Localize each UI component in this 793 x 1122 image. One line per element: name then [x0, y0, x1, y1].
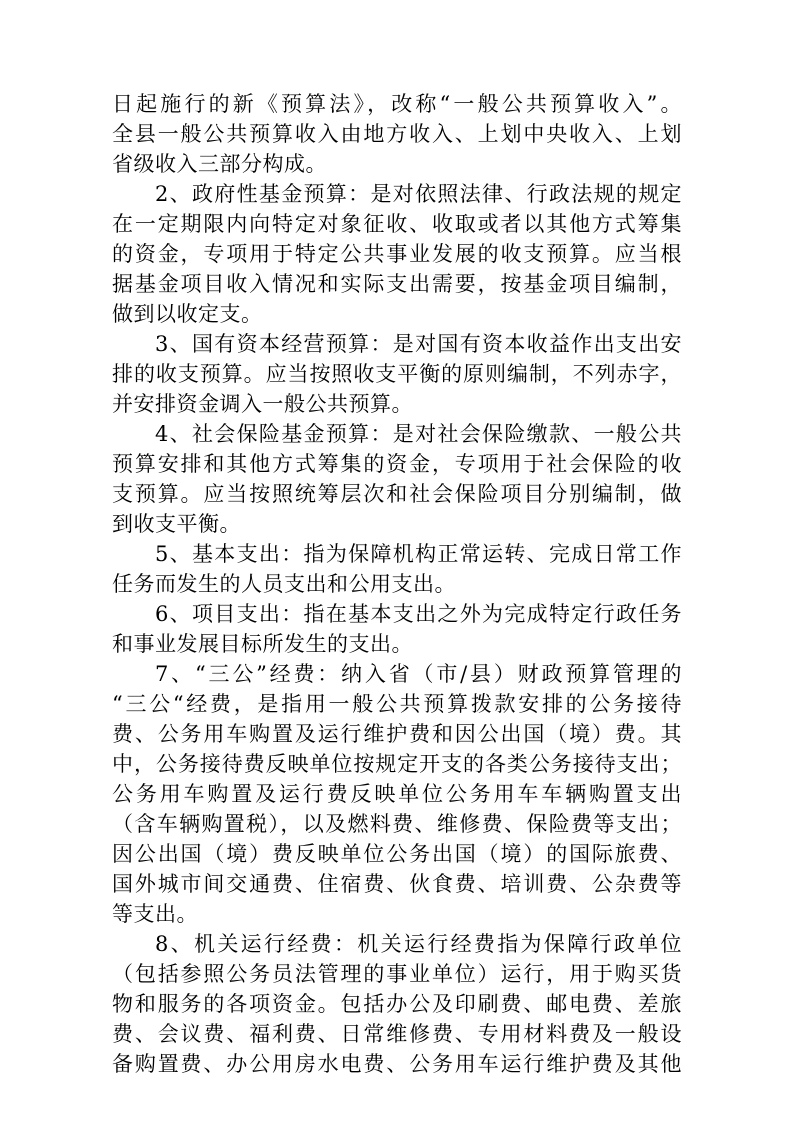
paragraph-7-line-3: 费、公务用车购置及运行维护费和因公出国（境）费。其	[112, 722, 682, 746]
paragraph-7-line-1: 7、“三公”经费：纳入省（市/县）财政预算管理的	[155, 662, 682, 686]
paragraph-3-line-1: 3、国有资本经营预算：是对国有资本收益作出支出安	[155, 332, 682, 356]
paragraph-1-line-1: 日起施行的新《预算法》，改称“一般公共预算收入”。	[112, 92, 682, 116]
paragraph-8-line-3: 物和服务的各项资金。包括办公及印刷费、邮电费、差旅	[112, 992, 682, 1016]
paragraph-7-line-5: 公务用车购置及运行费反映单位公务用车车辆购置支出	[112, 782, 682, 806]
paragraph-2-line-3: 的资金，专项用于特定公共事业发展的收支预算。应当根	[112, 242, 682, 266]
paragraph-1-line-2: 全县一般公共预算收入由地方收入、上划中央收入、上划	[112, 122, 682, 146]
paragraph-4-line-1: 4、社会保险基金预算：是对社会保险缴款、一般公共	[155, 422, 682, 446]
paragraph-8-line-4: 费、会议费、福利费、日常维修费、专用材料费及一般设	[112, 1022, 682, 1046]
paragraph-7-line-6: （含车辆购置税），以及燃料费、维修费、保险费等支出；	[112, 812, 682, 836]
paragraph-5-line-2: 任务而发生的人员支出和公用支出。	[112, 572, 456, 596]
paragraph-7-line-7: 因公出国（境）费反映单位公务出国（境）的国际旅费、	[112, 842, 682, 866]
paragraph-7-line-8: 国外城市间交通费、住宿费、伙食费、培训费、公杂费等	[112, 872, 682, 896]
paragraph-8-line-1: 8、机关运行经费：机关运行经费指为保障行政单位	[155, 932, 682, 956]
paragraph-2-line-5: 做到以收定支。	[112, 302, 263, 326]
paragraph-1-line-3: 省级收入三部分构成。	[112, 152, 327, 176]
paragraph-4-line-4: 到收支平衡。	[112, 512, 241, 536]
paragraph-2-line-4: 据基金项目收入情况和实际支出需要，按基金项目编制，	[112, 272, 682, 296]
paragraph-7-line-2: “三公“经费，是指用一般公共预算拨款安排的公务接待	[112, 692, 682, 716]
paragraph-6-line-2: 和事业发展目标所发生的支出。	[112, 632, 413, 656]
paragraph-5-line-1: 5、基本支出：指为保障机构正常运转、完成日常工作	[155, 542, 682, 566]
paragraph-8-line-5: 备购置费、办公用房水电费、公务用车运行维护费及其他	[112, 1052, 682, 1076]
paragraph-3-line-2: 排的收支预算。应当按照收支平衡的原则编制，不列赤字，	[112, 362, 682, 386]
paragraph-7-line-4: 中，公务接待费反映单位按规定开支的各类公务接待支出；	[112, 752, 682, 776]
paragraph-7-line-9: 等支出。	[112, 902, 198, 926]
paragraph-2-line-2: 在一定期限内向特定对象征收、收取或者以其他方式筹集	[112, 212, 682, 236]
paragraph-8-line-2: （包括参照公务员法管理的事业单位）运行，用于购买货	[112, 962, 682, 986]
paragraph-3-line-3: 并安排资金调入一般公共预算。	[112, 392, 413, 416]
paragraph-4-line-3: 支预算。应当按照统筹层次和社会保险项目分别编制，做	[112, 482, 682, 506]
paragraph-2-line-1: 2、政府性基金预算：是对依照法律、行政法规的规定	[155, 182, 682, 206]
paragraph-6-line-1: 6、项目支出：指在基本支出之外为完成特定行政任务	[155, 602, 682, 626]
paragraph-4-line-2: 预算安排和其他方式筹集的资金，专项用于社会保险的收	[112, 452, 682, 476]
